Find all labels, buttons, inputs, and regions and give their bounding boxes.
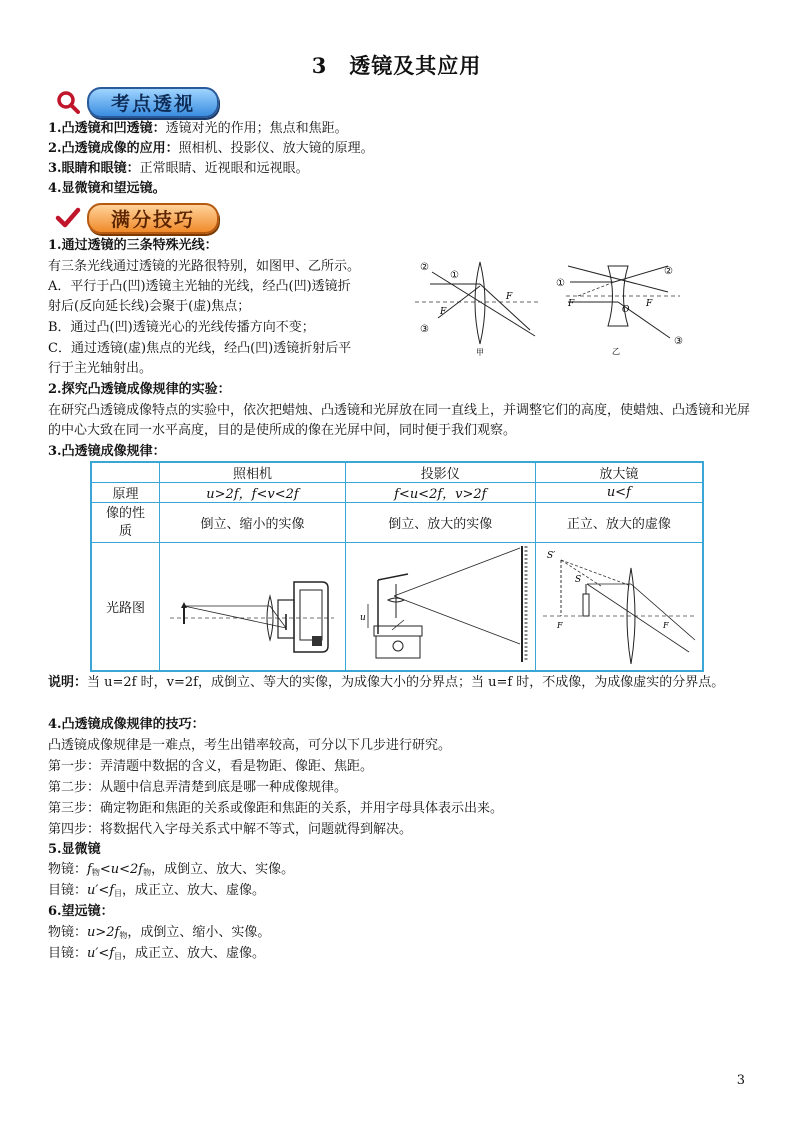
table-corner-cell bbox=[91, 462, 160, 483]
ray-label: ③ bbox=[674, 336, 683, 347]
sec4-line: 第三步：确定物距和焦距的关系或像距和焦距的关系，并用字母具体表示出来。 bbox=[48, 801, 504, 816]
sec2-text: 在研究凸透镜成像特点的实验中，依次把蜡烛、凸透镜和光屏放在同一直线上，并调整它们的高度，使蜡烛、凸透镜和光屏的中心大致在同一水平高度，目的是使所成的像在光屏中间，同时便于我们观察。 bbox=[48, 403, 751, 438]
focus-label: F bbox=[568, 299, 575, 309]
focus-label: F bbox=[662, 621, 669, 631]
focus-label: F bbox=[506, 292, 513, 302]
sec6-objective: 物镜：$u>2f_物$，成倒立、缩小、实像。 bbox=[48, 925, 271, 940]
sec3-heading: 3.凸透镜成像规律： bbox=[48, 444, 166, 459]
sec1-line: A．平行于凸(凹)透镜主光轴的光线，经凸(凹)透镜折 bbox=[48, 279, 351, 294]
focus-label: F bbox=[440, 307, 447, 317]
manfen-banner-label: 满分技巧 bbox=[87, 203, 219, 234]
projector-diagram bbox=[348, 544, 532, 664]
sec5-objective: 物镜：$f_物<u<2f_物$，成倒立、放大、实像。 bbox=[48, 862, 295, 877]
table-row-label: 像的性质 bbox=[91, 503, 160, 543]
figure-caption: 乙 bbox=[612, 347, 620, 356]
sec2-heading: 2.探究凸透镜成像规律的实验： bbox=[48, 382, 231, 397]
page-number: 3 bbox=[736, 1073, 745, 1088]
table-row-label: 原理 bbox=[91, 483, 160, 503]
sec5-heading: 5.显微镜 bbox=[48, 842, 101, 857]
table-row bbox=[91, 543, 703, 671]
ray-label: ① bbox=[556, 278, 565, 289]
magnifier-diagram bbox=[539, 544, 699, 664]
sec1-line: C．通过透镜(虚)焦点的光线，经凸(凹)透镜折射后平 bbox=[48, 341, 352, 356]
camera-diagram bbox=[162, 544, 342, 664]
optical-center-label: O bbox=[622, 305, 630, 315]
table-cell: 倒立、放大的实像 bbox=[345, 503, 535, 543]
table-header-row bbox=[91, 462, 703, 483]
kaodian-banner-label: 考点透视 bbox=[87, 87, 219, 118]
table-row bbox=[91, 483, 703, 503]
sec3-note: 说明：当 u=2f 时，v=2f，成倒立、等大的实像，为成像大小的分界点；当 u=f 时，不成像，为成像虚实的分界点。 bbox=[48, 675, 725, 690]
ray-label: ③ bbox=[420, 324, 429, 335]
kaodian-item-4: 4.显微镜和望远镜。 bbox=[48, 181, 166, 196]
sec6-heading: 6.望远镜： bbox=[48, 904, 114, 919]
table-row-label: 光路图 bbox=[91, 543, 160, 671]
focus-label: F bbox=[646, 299, 653, 309]
convex-lens bbox=[475, 262, 485, 344]
sec1-line: 射后(反向延长线)会聚于(虚)焦点； bbox=[48, 299, 251, 314]
sec4-line: 第二步：从题中信息弄清楚到底是哪一种成像规律。 bbox=[48, 780, 348, 795]
lens-rules-table bbox=[90, 461, 704, 672]
magnifier-diagram-cell bbox=[535, 543, 703, 671]
sec4-line: 第四步：将数据代入字母关系式中解不等式，问题就得到解决。 bbox=[48, 822, 413, 837]
convex-lens-figure bbox=[410, 258, 540, 358]
ray-label: ① bbox=[450, 270, 459, 281]
sec6-eyepiece: 目镜：$u'<f_目$，成正立、放大、虚像。 bbox=[48, 946, 266, 961]
table-row bbox=[91, 503, 703, 543]
checkmark-icon bbox=[55, 205, 81, 231]
table-header-cell: 投影仪 bbox=[345, 462, 535, 483]
table-cell: f<u<2f，v>2f bbox=[345, 483, 535, 503]
sec4-heading: 4.凸透镜成像规律的技巧： bbox=[48, 717, 205, 732]
kaodian-item-2: 2.凸透镜成像的应用：照相机、投影仪、放大镜的原理。 bbox=[48, 141, 374, 156]
virtual-image-label: S′ bbox=[546, 551, 556, 562]
table-header-cell: 放大镜 bbox=[535, 462, 703, 483]
figure-caption: 甲 bbox=[476, 348, 484, 357]
sec4-line: 凸透镜成像规律是一难点，考生出错率较高，可分以下几步进行研究。 bbox=[48, 738, 452, 753]
sec1-line: B．通过凸(凹)透镜光心的光线传播方向不变； bbox=[48, 320, 315, 335]
object-distance-label: u bbox=[360, 613, 367, 624]
camera-diagram-cell bbox=[160, 543, 346, 671]
kaodian-banner bbox=[55, 87, 219, 117]
table-cell: 正立、放大的虚像 bbox=[535, 503, 703, 543]
ray-label: ② bbox=[664, 266, 673, 277]
concave-lens-figure bbox=[548, 262, 688, 358]
table-header-cell: 照相机 bbox=[160, 462, 346, 483]
projector-diagram-cell bbox=[345, 543, 535, 671]
magnifier-icon bbox=[55, 89, 81, 115]
sec4-line: 第一步：弄清题中数据的含义，看是物距、像距、焦距。 bbox=[48, 759, 374, 774]
focus-label: F bbox=[556, 621, 563, 631]
table-cell: 倒立、缩小的实像 bbox=[160, 503, 346, 543]
sec1-line: 有三条光线通过透镜的光路很特别，如图甲、乙所示。 bbox=[48, 259, 361, 274]
sec1-line: 行于主光轴射出。 bbox=[48, 361, 153, 376]
sec5-eyepiece: 目镜：$u'<f_目$，成正立、放大、虚像。 bbox=[48, 883, 266, 898]
table-cell: u<f bbox=[535, 483, 703, 503]
page-title: 3 透镜及其应用 bbox=[311, 53, 482, 78]
ray-label: ② bbox=[420, 262, 429, 273]
kaodian-item-3: 3.眼睛和眼镜：正常眼睛、近视眼和远视眼。 bbox=[48, 161, 309, 176]
object-label: S bbox=[574, 575, 582, 586]
sec1-heading: 1.通过透镜的三条特殊光线： bbox=[48, 238, 218, 253]
kaodian-item-1: 1.凸透镜和凹透镜：透镜对光的作用；焦点和焦距。 bbox=[48, 121, 348, 136]
table-cell: u>2f，f<v<2f bbox=[160, 483, 346, 503]
manfen-banner bbox=[55, 203, 219, 233]
